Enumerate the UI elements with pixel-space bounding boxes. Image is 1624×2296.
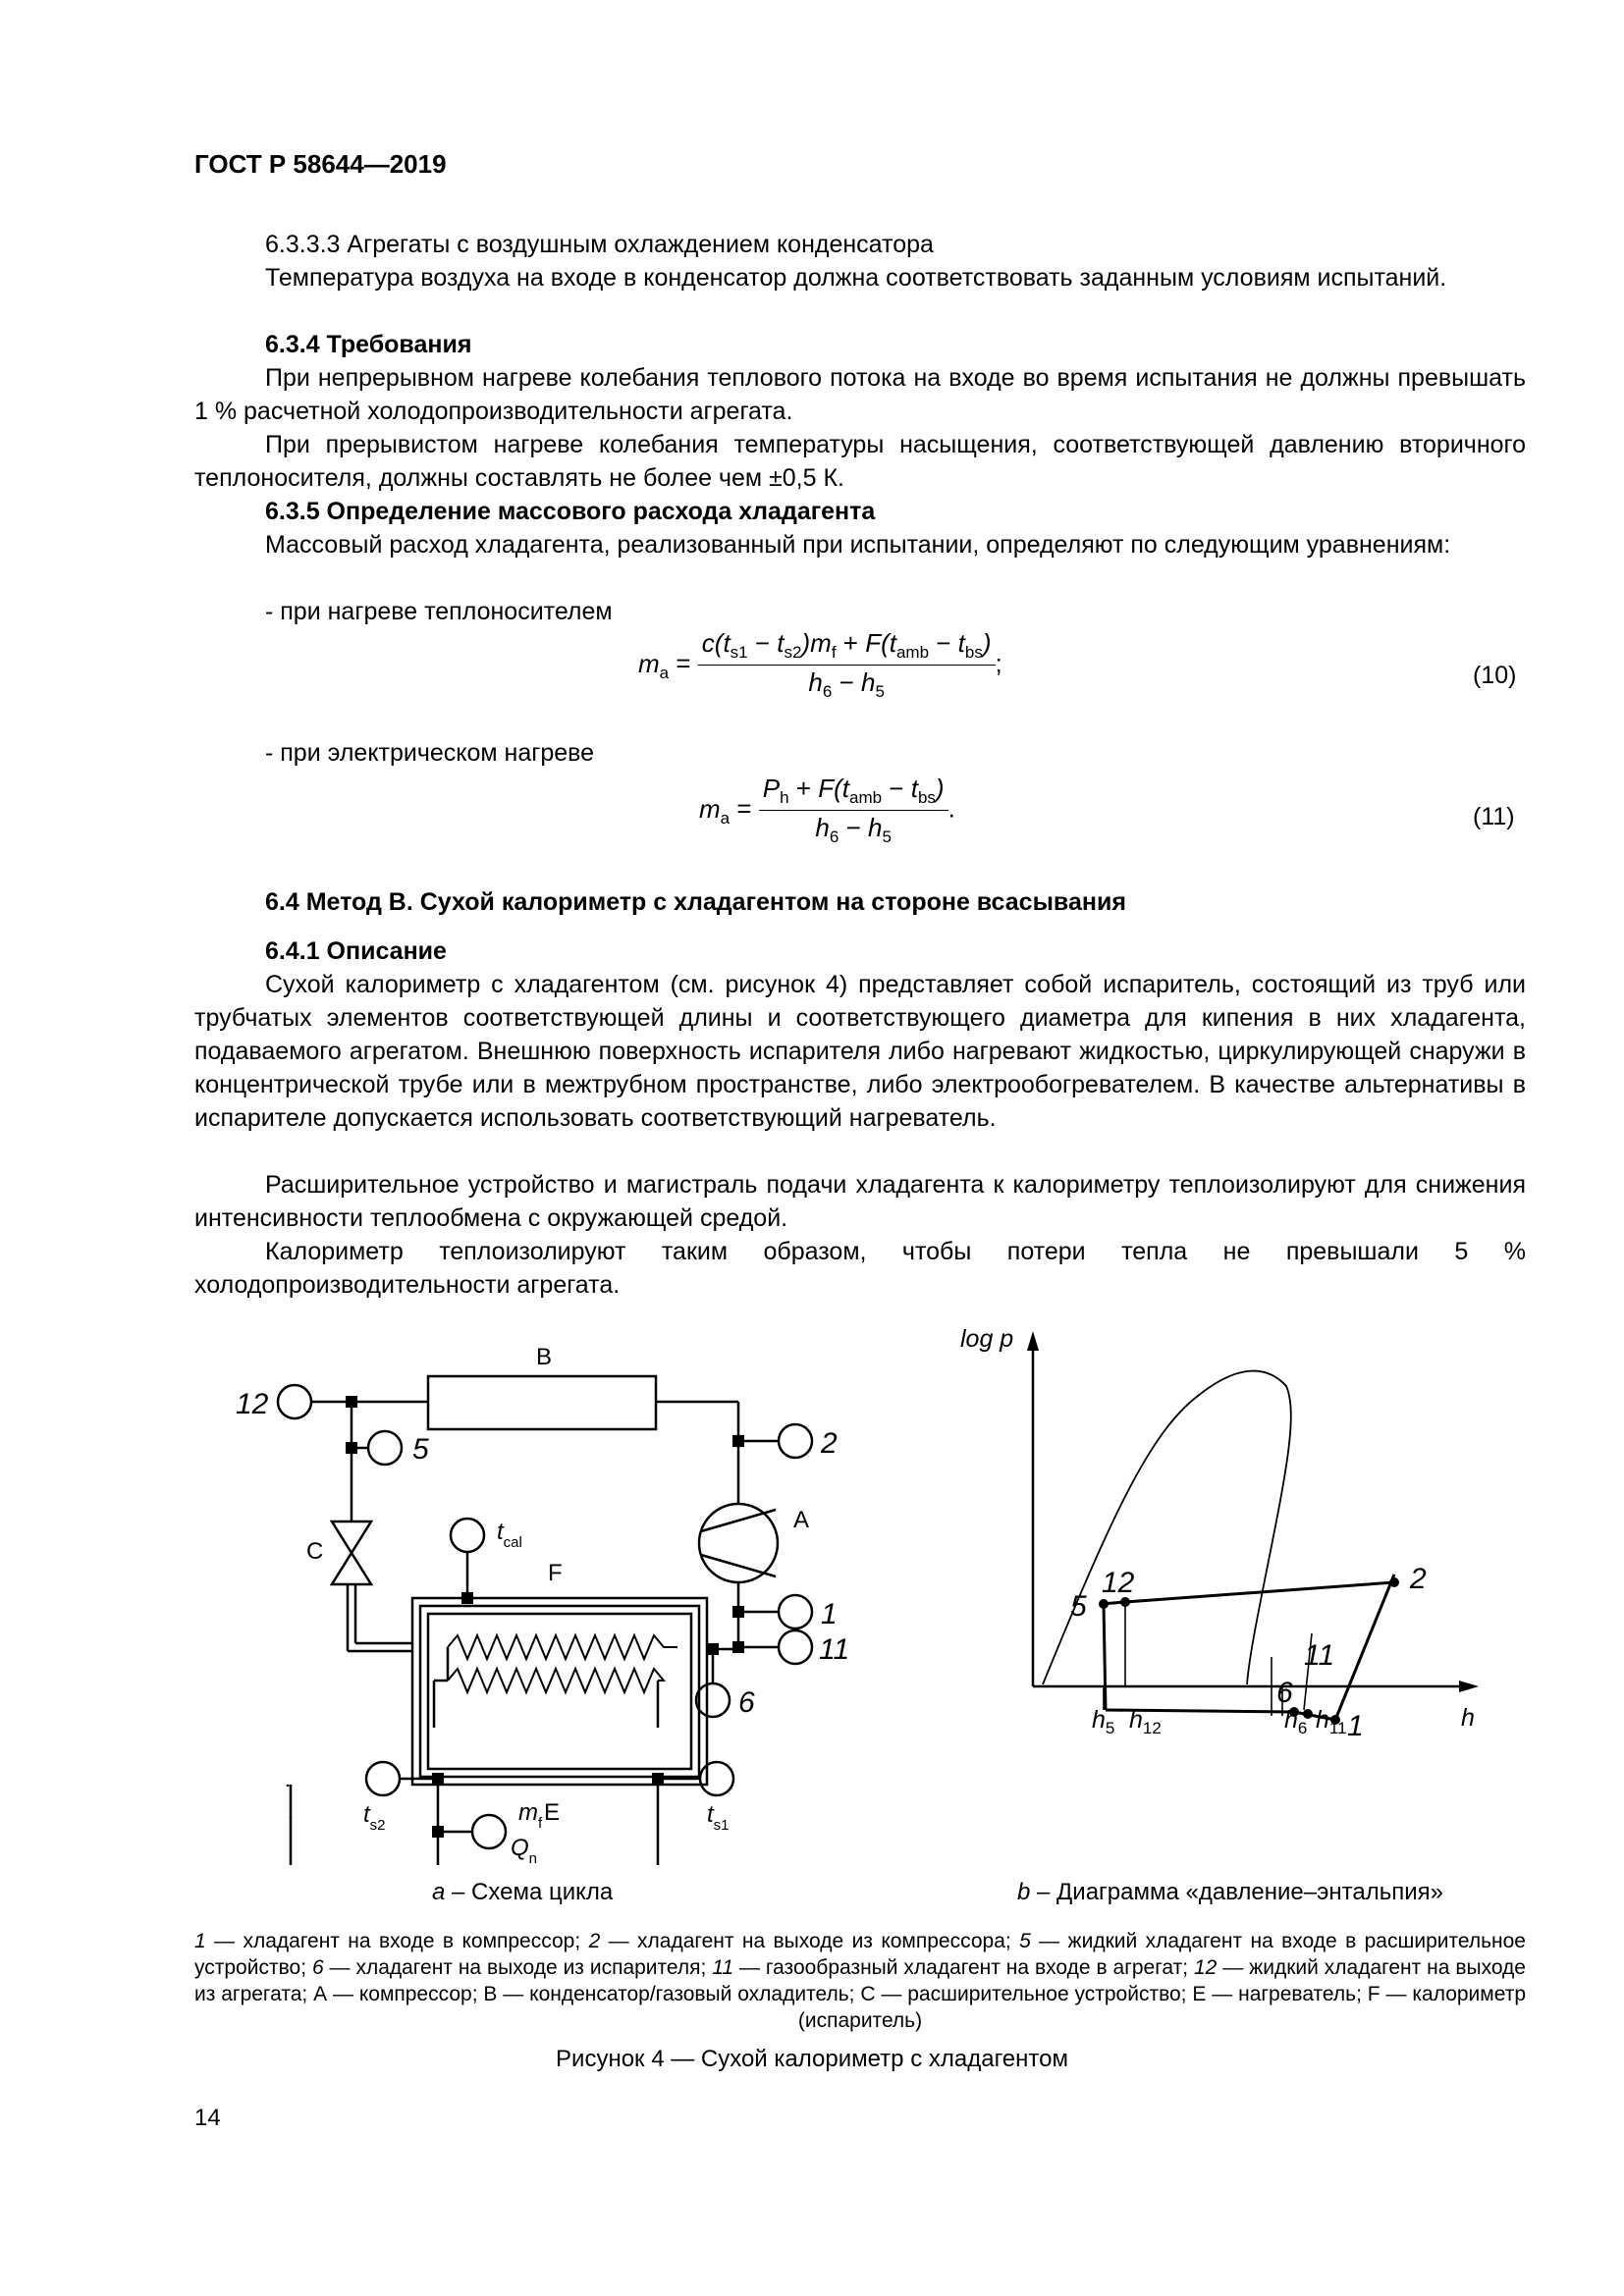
subcaption-a: а – Схема цикла (432, 1879, 614, 1905)
section-634-p1: При непрерывном нагреве колебания теплового потока на входе во время испытания не должны превышать 1 % расчетной холодопроизводительности агрегата. (194, 364, 1526, 425)
subcaption-b: b – Диаграмма «давление–энтальпия» (1017, 1879, 1443, 1905)
saturation-dome (1043, 1371, 1291, 1684)
label-C: C (306, 1538, 324, 1565)
section-641-p2: Расширительное устройство и магистраль подачи хладагента к калориметру теплоизолируют для снижения интенсивности теплообмена с окружающей средой. (194, 1171, 1526, 1232)
refrigeration-cycle (1102, 1575, 1394, 1720)
point-11-label: 11 (819, 1633, 850, 1666)
section-634-p2: При прерывистом нагреве колебания температуры насыщения, соответствующей давлению вторичного теплоносителя, должны составлять не более чем ±0,5 К. (194, 431, 1526, 492)
point-12-label: 12 (236, 1388, 269, 1420)
sensor-1 (779, 1595, 812, 1629)
qn-label: $Q_n$ (511, 1835, 538, 1867)
figure-schematic (216, 1335, 923, 1885)
mf-label: $m_f$ (518, 1799, 543, 1832)
ph-point-12: 12 (1102, 1567, 1135, 1599)
label-E: E (544, 1799, 561, 1826)
point-6-label: 6 (738, 1686, 755, 1719)
ph-point-2: 2 (1410, 1563, 1427, 1595)
page-number: 14 (194, 2105, 221, 2131)
label-A: A (793, 1507, 810, 1533)
tick-h6: $h_6$ (1284, 1706, 1308, 1737)
label-B: B (536, 1344, 553, 1370)
equation-10: $m_a$ = $\frac{c(t_{s1} - t_{s2})m_f + F(t_{amb} - t_{bs})}{h_6 - h_5}$ ; (638, 628, 1002, 702)
section-641-p3: Калориметр теплоизолируют таким образом, чтобы потери тепла не превышали 5 % холодопроизводительности агрегата. (194, 1238, 1526, 1299)
section-635-intro: Массовый расход хладагента, реализованный при испытании, определяют по следующим уравнениям: (265, 531, 1451, 559)
compressor-circle (699, 1504, 778, 1582)
point-5-label: 5 (412, 1433, 429, 1466)
section-6333-text: Температура воздуха на входе в конденсатор должна соответствовать заданным условиям испытаний. (265, 264, 1447, 292)
expansion-valve (332, 1522, 371, 1553)
tick-h12: $h_{12}$ (1129, 1706, 1162, 1737)
sensor-2 (779, 1424, 812, 1458)
ts1-label: $t_{s1}$ (707, 1801, 730, 1834)
figure-ph-diagram (943, 1325, 1492, 1737)
sensor-5 (368, 1431, 402, 1465)
equation-11-fraction: $\frac{P_h + F(t_{amb} - t_{bs})}{h_6 - h_5}$ (759, 774, 948, 847)
equation-11: $m_a$ = $\frac{P_h + F(t_{amb} - t_{bs})}{h_6 - h_5}$ . (699, 774, 955, 847)
section-6333-title: 6.3.3.3 Агрегаты с воздушным охлаждением конденсатора (265, 231, 934, 258)
case-heat-carrier: - при нагреве теплоносителем (265, 598, 613, 625)
y-axis-label: log p (960, 1325, 1014, 1353)
equation-10-fraction: $\frac{c(t_{s1} - t_{s2})m_f + F(t_{amb} - t_{bs})}{h_6 - h_5}$ (698, 628, 996, 702)
point-1-label: 1 (821, 1598, 838, 1630)
sensor-ts2 (366, 1762, 400, 1795)
ts2-label: $t_{s2}$ (363, 1801, 386, 1834)
equation-11-number: (11) (1473, 803, 1515, 830)
sensor-tcal (451, 1519, 484, 1552)
section-635-title: 6.3.5 Определение массового расхода хладагента (265, 498, 876, 525)
sensor-12 (278, 1385, 311, 1418)
tick-h5: $h_5$ (1092, 1706, 1115, 1737)
section-641-title: 6.4.1 Описание (265, 937, 447, 965)
calorimeter-outer (412, 1598, 707, 1785)
label-F: F (548, 1560, 563, 1586)
sensor-11 (779, 1630, 812, 1664)
tcal-label: $t_{cal}$ (497, 1519, 522, 1551)
sensor-mf (472, 1815, 506, 1848)
standard-header: ГОСТ Р 58644—2019 (194, 149, 447, 179)
condenser-rect (428, 1376, 656, 1429)
figure-legend: 1 — хладагент на входе в компрессор; 2 — хладагент на выходе из компрессора; 5 — жидкий хладагент на входе в расширительное устройство; 6 — хладагент на выходе из испарителя; 11 — газообразный хладагент на входе в агрегат; 12 — жидкий хладагент на выходе из агрегата; А — компрессор; В — конденсатор/газовый охладитель; С — расширительное устройство; Е — нагреватель; F — калориметр (испаритель) (194, 1930, 1526, 2032)
section-641-p1: Сухой калориметр с хладагентом (см. рисунок 4) представляет собой испаритель, состоящий из труб или трубчатых элементов соответствующей длины и соответствующего диаметра для кипения в них хладагента, подаваемого агрегатом. Внешнюю поверхность испарителя либо нагревают жидкостью, циркулирующей снаружи в концентрической трубе или в межтрубном пространстве, либо электрообогревателем. В качестве альтернативы в испарителе допускается использовать соответствующий нагреватель. (194, 971, 1526, 1132)
point-2-label: 2 (821, 1427, 838, 1460)
section-64-title: 6.4 Метод В. Сухой калориметр с хладагентом на стороне всасывания (265, 888, 1126, 916)
equation-10-number: (10) (1473, 662, 1517, 689)
section-634-title: 6.3.4 Требования (265, 331, 472, 358)
sensor-6 (696, 1683, 730, 1717)
ph-point-1: 1 (1347, 1710, 1364, 1737)
ph-point-5: 5 (1070, 1590, 1087, 1623)
tick-h11: $h_{11}$ (1316, 1706, 1347, 1737)
ph-point-6: 6 (1276, 1677, 1293, 1709)
x-axis-label: h (1461, 1704, 1475, 1732)
ph-point-11: 11 (1304, 1639, 1335, 1672)
figure-caption: Рисунок 4 — Сухой калориметр с хладагентом (556, 2046, 1068, 2072)
sensor-ts1 (700, 1762, 733, 1795)
case-electric-heat: - при электрическом нагреве (265, 739, 595, 767)
